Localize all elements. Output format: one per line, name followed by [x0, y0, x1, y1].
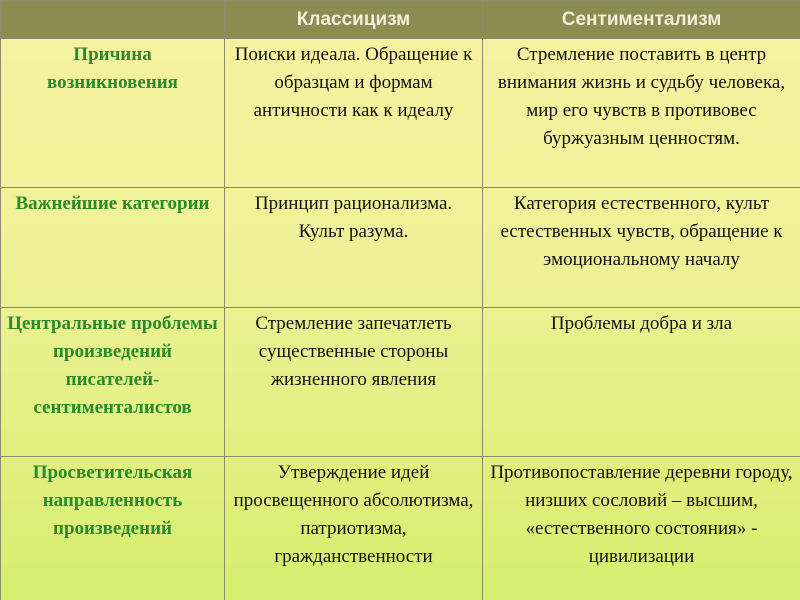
row-label-enlightenment: Просветительская направленность произведений	[1, 457, 225, 600]
cell-origin-classicism: Поиски идеала. Обращение к образцам и формам античности как к идеалу	[225, 39, 483, 188]
table-row-origin	[1, 39, 800, 188]
row-label-origin: Причина возникновения	[1, 39, 225, 188]
header-classicism: Классицизм	[225, 1, 483, 39]
cell-categories-classicism: Принцип рационализма. Культ разума.	[225, 188, 483, 308]
table-row-problems	[1, 308, 800, 457]
header-sentimentalism: Сентиментализм	[483, 1, 800, 39]
row-label-problems: Центральные проблемы произведений писателей-сентименталистов	[1, 308, 225, 457]
header-corner-cell	[1, 1, 225, 39]
table-row-enlightenment	[1, 457, 800, 600]
cell-problems-classicism: Стремление запечатлеть существенные стороны жизненного явления	[225, 308, 483, 457]
header-row	[1, 1, 800, 39]
cell-enlightenment-sentimentalism: Противопоставление деревни городу, низших сословий – высшим, «естественного состояния» - цивилизации	[483, 457, 800, 600]
cell-categories-sentimentalism: Категория естественного, культ естественных чувств, обращение к эмоциональному началу	[483, 188, 800, 308]
row-label-categories: Важнейшие категории	[1, 188, 225, 308]
cell-enlightenment-classicism: Утверждение идей просвещенного абсолютизма, патриотизма, гражданственности	[225, 457, 483, 600]
cell-origin-sentimentalism: Стремление поставить в центр внимания жизнь и судьбу человека, мир его чувств в противовес буржуазным ценностям.	[483, 39, 800, 188]
table-row-categories	[1, 188, 800, 308]
cell-problems-sentimentalism: Проблемы добра и зла	[483, 308, 800, 457]
